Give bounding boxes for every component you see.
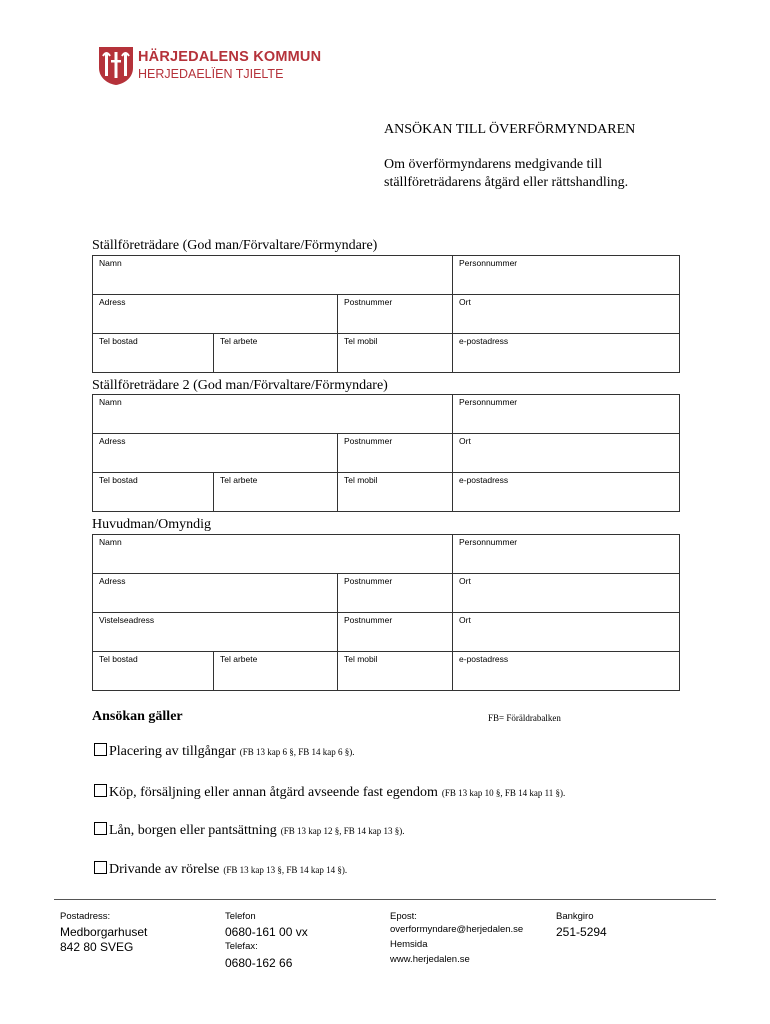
postal-code-field[interactable] [338, 613, 453, 652]
option-law-reference: (FB 13 kap 12 §, FB 14 kap 13 §). [280, 826, 405, 836]
option-label: Placering av tillgångar [109, 744, 236, 759]
postal-address-line2: 842 80 SVEG [60, 940, 134, 954]
field-label: Tel bostad [99, 475, 138, 485]
website-link[interactable]: www.herjedalen.se [390, 954, 470, 965]
field-label: Ort [459, 615, 471, 625]
table-row [93, 395, 680, 434]
field-label: Namn [99, 397, 122, 407]
home-phone-field[interactable] [93, 473, 214, 512]
field-label: Tel bostad [99, 654, 138, 664]
table-row [93, 574, 680, 613]
section-title-representative-2: Ställföreträdare 2 (God man/Förvaltare/Förmyndare) [92, 378, 388, 393]
table-row [93, 434, 680, 473]
home-phone-field[interactable] [93, 652, 214, 691]
personal-number-field[interactable] [453, 535, 680, 574]
coat-of-arms-icon [98, 46, 134, 86]
field-label: Namn [99, 537, 122, 547]
option-law-reference: (FB 13 kap 13 §, FB 14 kap 14 §). [223, 865, 348, 875]
mobile-phone-field[interactable] [338, 473, 453, 512]
option-label: Drivande av rörelse [109, 862, 220, 877]
field-label: Tel arbete [220, 475, 258, 485]
option-asset-placement [94, 742, 354, 760]
option-label: Lån, borgen eller pantsättning [109, 823, 277, 838]
field-label: Postnummer [344, 436, 393, 446]
postal-code-field[interactable] [338, 295, 453, 334]
table-row [93, 613, 680, 652]
field-label: Postnummer [344, 576, 393, 586]
city-field[interactable] [453, 613, 680, 652]
loan-guarantee-pledge-checkbox[interactable] [94, 822, 107, 835]
postal-code-field[interactable] [338, 434, 453, 473]
city-field[interactable] [453, 434, 680, 473]
website-label: Hemsida [390, 939, 428, 950]
representative-1-form [92, 255, 680, 373]
footer-postal-address [60, 910, 147, 955]
field-label: Adress [99, 436, 126, 446]
email-field[interactable] [453, 473, 680, 512]
phone-number: 0680-161 00 vx [225, 925, 308, 939]
name-field[interactable] [93, 395, 453, 434]
real-estate-checkbox[interactable] [94, 784, 107, 797]
principal-form [92, 534, 680, 691]
work-phone-field[interactable] [214, 652, 338, 691]
field-label: Ort [459, 576, 471, 586]
work-phone-field[interactable] [214, 334, 338, 373]
email-label: Epost: [390, 911, 417, 922]
mobile-phone-field[interactable] [338, 334, 453, 373]
table-row [93, 473, 680, 512]
option-law-reference: (FB 13 kap 6 §, FB 14 kap 6 §). [239, 747, 355, 757]
field-label: e-postadress [459, 654, 509, 664]
org-name: HÄRJEDALENS KOMMUN [138, 49, 322, 65]
field-label: Tel mobil [344, 475, 378, 485]
field-label: Adress [99, 576, 126, 586]
bankgiro-label: Bankgiro [556, 911, 594, 922]
field-label: Tel mobil [344, 336, 378, 346]
city-field[interactable] [453, 574, 680, 613]
work-phone-field[interactable] [214, 473, 338, 512]
residence-address-field[interactable] [93, 613, 338, 652]
section-title-principal: Huvudman/Omyndig [92, 517, 211, 532]
field-label: e-postadress [459, 475, 509, 485]
option-law-reference: (FB 13 kap 10 §, FB 14 kap 11 §). [441, 788, 566, 798]
field-label: Tel arbete [220, 654, 258, 664]
field-label: Ort [459, 297, 471, 307]
option-loan-guarantee-pledge [94, 821, 404, 839]
business-operation-checkbox[interactable] [94, 861, 107, 874]
personal-number-field[interactable] [453, 256, 680, 295]
address-field[interactable] [93, 295, 338, 334]
personal-number-field[interactable] [453, 395, 680, 434]
option-real-estate [94, 783, 565, 801]
name-field[interactable] [93, 535, 453, 574]
footer-bankgiro [556, 910, 607, 940]
address-field[interactable] [93, 574, 338, 613]
email-field[interactable] [453, 652, 680, 691]
section-title-representative-1: Ställföreträdare (God man/Förvaltare/Förmyndare) [92, 238, 378, 253]
fb-abbreviation-note: FB= Föräldrabalken [488, 713, 561, 723]
representative-2-form [92, 394, 680, 512]
asset-placement-checkbox[interactable] [94, 743, 107, 756]
field-label: Personnummer [459, 258, 518, 268]
field-label: Postnummer [344, 615, 393, 625]
field-label: Tel mobil [344, 654, 378, 664]
footer-divider [54, 899, 716, 900]
field-label: Personnummer [459, 397, 518, 407]
application-heading: Ansökan gäller [92, 709, 183, 724]
field-label: Tel arbete [220, 336, 258, 346]
home-phone-field[interactable] [93, 334, 214, 373]
postal-address-line1: Medborgarhuset [60, 925, 148, 939]
name-field[interactable] [93, 256, 453, 295]
postal-address-label: Postadress: [60, 911, 111, 922]
field-label: Vistelseadress [99, 615, 155, 625]
option-business-operation [94, 860, 347, 878]
municipality-logo [98, 46, 338, 86]
table-row [93, 295, 680, 334]
footer-phone [225, 910, 308, 971]
field-label: Postnummer [344, 297, 393, 307]
address-field[interactable] [93, 434, 338, 473]
email-field[interactable] [453, 334, 680, 373]
email-address[interactable]: overformyndare@herjedalen.se [390, 924, 524, 935]
org-subname: HERJEDAELÏEN TJIELTE [138, 67, 284, 81]
footer-email [390, 910, 523, 966]
field-label: Tel bostad [99, 336, 138, 346]
fax-number: 0680-162 66 [225, 956, 293, 970]
field-label: Namn [99, 258, 122, 268]
postal-code-field[interactable] [338, 574, 453, 613]
field-label: e-postadress [459, 336, 509, 346]
mobile-phone-field[interactable] [338, 652, 453, 691]
document-title: ANSÖKAN TILL ÖVERFÖRMYNDAREN [384, 122, 636, 137]
field-label: Personnummer [459, 537, 518, 547]
field-label: Ort [459, 436, 471, 446]
table-row [93, 256, 680, 295]
table-row [93, 535, 680, 574]
city-field[interactable] [453, 295, 680, 334]
bankgiro-number: 251-5294 [556, 925, 607, 939]
phone-label: Telefon [225, 911, 256, 922]
table-row [93, 334, 680, 373]
document-subtitle: Om överförmyndarens medgivande till ställföreträdarens åtgärd eller rättshandling. [384, 157, 629, 190]
field-label: Adress [99, 297, 126, 307]
option-label: Köp, försäljning eller annan åtgärd avseende fast egendom [109, 785, 438, 800]
table-row [93, 652, 680, 691]
fax-label: Telefax: [225, 941, 258, 952]
